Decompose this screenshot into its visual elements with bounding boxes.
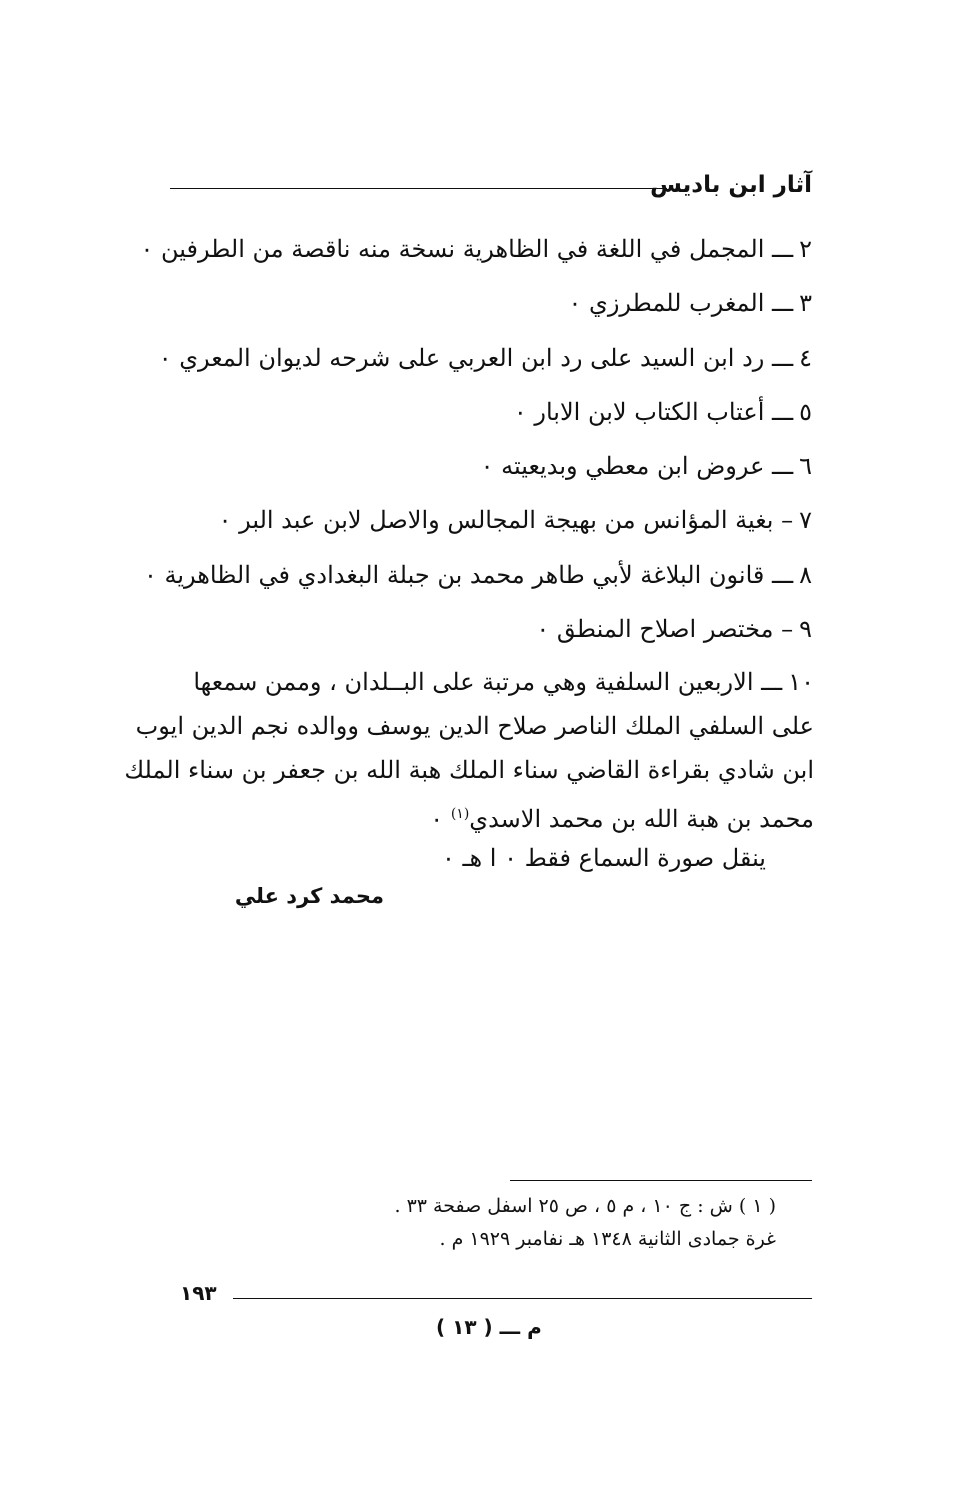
list-item	[143, 552, 812, 606]
list-item-text: – بغية المؤانس من بهيجة المجالس والاصل لابن عبد البر ٠	[218, 506, 794, 535]
list-item	[168, 389, 812, 443]
list-item-number: ٧	[799, 506, 812, 535]
list-item-number: ٨	[799, 560, 812, 589]
list-item-text: ـــ المغرب للمطرزي ٠	[568, 289, 794, 318]
list-item-text: ـــ عروض ابن معطي وبديعيته ٠	[480, 452, 794, 481]
list-item	[168, 606, 812, 660]
list-item-text: ـــ رد ابن السيد على رد ابن العربي على شرحه لديوان المعري ٠	[158, 343, 794, 372]
list-item-text: – مختصر اصلاح المنطق ٠	[536, 615, 794, 644]
header-rule	[170, 188, 667, 189]
list-item-number: ٩	[799, 615, 812, 644]
page-header	[170, 168, 812, 204]
list-item-number: ٦	[799, 452, 812, 481]
paragraph-line: محمد بن هبة الله بن محمد الاسدي$^{(١)}$ ٠	[430, 805, 814, 833]
paragraph-number: ١٠	[788, 668, 814, 696]
manuscript-list	[140, 226, 812, 660]
footer-rule	[233, 1298, 812, 1299]
list-item	[140, 226, 812, 280]
footnote-rule	[510, 1180, 812, 1181]
running-title: آثار ابن باديس	[650, 172, 812, 198]
list-item-number: ٥	[799, 397, 812, 426]
paragraph-line: ابن شادي بقراءة القاضي سناء الملك هبة الله بن جعفر بن سناء الملك	[124, 756, 814, 784]
list-item-number: ٤	[799, 343, 812, 372]
footnotes	[395, 1190, 777, 1256]
list-item	[168, 280, 812, 334]
closing-line: ينقل صورة السماع فقط ٠ ا هـ ٠	[441, 844, 766, 872]
list-item-text: ـــ المجمل في اللغة في الظاهرية نسخة منه ناقصة من الطرفين ٠	[140, 235, 794, 263]
footnote-line: ( ١ ) ش : ج ١٠ ، م ٥ ، ص ٢٥ اسفل صفحة ٣٣ .	[394, 1195, 776, 1217]
list-item-text: ـــ قانون البلاغة لأبي طاهر محمد بن جبلة البغدادي في الظاهرية ٠	[143, 560, 794, 589]
list-item-text: ـــ أعتاب الكتاب لابن الابار ٠	[513, 397, 794, 426]
list-item	[168, 443, 812, 497]
author-signature: محمد كرد علي	[234, 884, 384, 908]
paragraph-line: ١٠ـــ الاربعين السلفية وهي مرتبة على البــلدان ، وممن سمعها	[168, 660, 814, 704]
list-item	[158, 335, 812, 389]
signature-mark: م ـــ ( ١٣ )	[436, 1315, 542, 1339]
list-item-number: ٢	[799, 235, 812, 263]
paragraph-item-10	[124, 660, 814, 841]
paragraph-line: على السلفي الملك الناصر صلاح الدين يوسف ووالده نجم الدين ايوب	[135, 712, 814, 740]
footnote-reference: (١)	[450, 806, 470, 822]
list-item	[168, 497, 812, 551]
page-number: ١٩٣	[180, 1281, 217, 1305]
footnote-line: غرة جمادى الثانية ١٣٤٨ هـ نفامبر ١٩٢٩ م .	[439, 1228, 776, 1250]
list-item-number: ٣	[799, 289, 812, 318]
